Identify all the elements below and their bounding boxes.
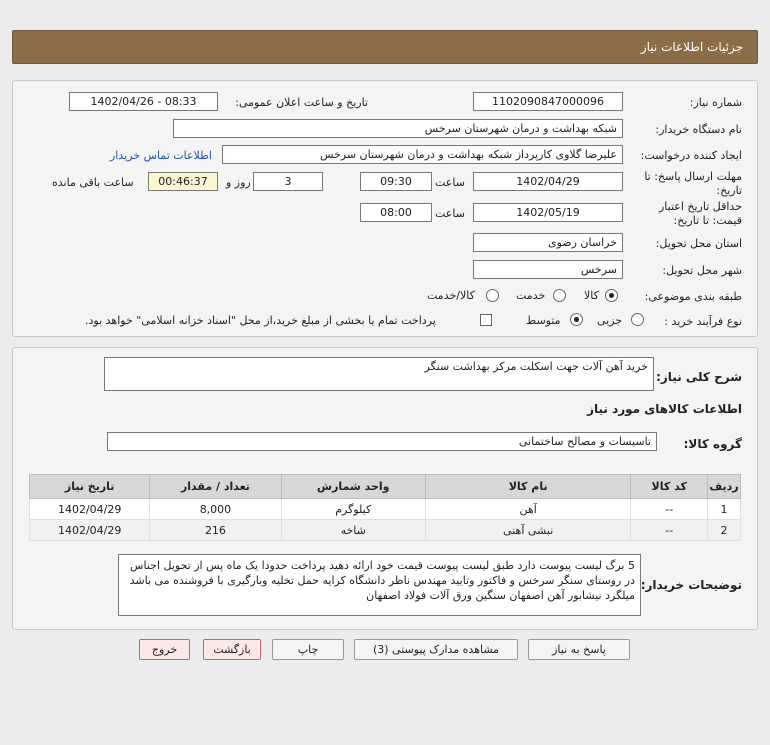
cell-code: -- <box>631 520 708 541</box>
buyer-notes-field[interactable]: 5 برگ لیست پیوست دارد طبق لیست پیوست قیمت خود ارائه دهید پرداخت حدودا یک ماه پس از تحویل اجناس در روستای سنگر سرخس و فاکتور وتایید مهندس ناظر دانشگاه کرایه حمل تخلیه وبارگیری با فروشنده می باشد میلگرد نیشابور آهن اصفهان سنگین ورق آلات فولاد اصفهان <box>118 554 641 616</box>
cell-code: -- <box>631 499 708 520</box>
validity-time-field[interactable]: 08:00 <box>360 203 432 222</box>
table-row[interactable] <box>30 520 741 541</box>
cell-qty: 216 <box>150 520 281 541</box>
cell-unit: کیلوگرم <box>281 499 425 520</box>
col-date: تاریخ نیاز <box>30 475 150 499</box>
goods-group-field[interactable]: تاسیسات و مصالح ساختمانی <box>107 432 657 451</box>
goods-table <box>29 474 741 541</box>
remaining-time-label: ساعت باقی مانده <box>52 176 134 189</box>
buyer-contact-link[interactable]: اطلاعات تماس خریدار <box>110 149 212 162</box>
table-row[interactable] <box>30 499 741 520</box>
col-qty: تعداد / مقدار <box>150 475 281 499</box>
page-header <box>12 30 758 64</box>
summary-field[interactable]: خرید آهن آلات جهت اسکلت مرکز بهداشت سنگر <box>104 357 654 391</box>
goods-table-wrap <box>29 474 741 541</box>
buyer-org-label: نام دستگاه خریدار: <box>655 123 742 136</box>
col-row: ردیف <box>707 475 740 499</box>
category-radio-goods[interactable] <box>605 289 618 302</box>
process-radio-minor[interactable] <box>631 313 644 326</box>
category-radio-service[interactable] <box>553 289 566 302</box>
cell-name: نبشی آهنی <box>425 520 631 541</box>
process-radio-medium[interactable] <box>570 313 583 326</box>
province-label: استان محل تحویل: <box>655 237 742 250</box>
days-label: روز و <box>226 176 251 189</box>
reply-button[interactable]: پاسخ به نیاز <box>528 639 630 660</box>
city-label: شهر محل تحویل: <box>662 264 742 277</box>
col-unit: واحد شمارش <box>281 475 425 499</box>
process-option-medium: متوسط <box>526 314 561 327</box>
cell-unit: شاخه <box>281 520 425 541</box>
reply-days-field[interactable]: 3 <box>253 172 323 191</box>
print-button[interactable]: چاپ <box>272 639 344 660</box>
process-option-minor: جزیی <box>597 314 623 327</box>
price-validity-label-text: حداقل تاریخ اعتبار قیمت: تا تاریخ: <box>658 200 742 227</box>
category-label: طبقه بندی موضوعی: <box>644 290 742 303</box>
reply-time-label: ساعت <box>435 176 465 189</box>
reply-deadline-label <box>632 170 742 198</box>
back-button[interactable]: بازگشت <box>203 639 261 660</box>
buyer-notes-label: توضیحات خریدار: <box>640 578 742 592</box>
treasury-note: پرداخت تمام یا بخشی از مبلغ خرید،از محل "اسناد خزانه اسلامی" خواهد بود. <box>85 314 436 327</box>
cell-row: 1 <box>707 499 740 520</box>
summary-label: شرح کلی نیاز: <box>656 370 742 384</box>
cell-row: 2 <box>707 520 740 541</box>
requester-field[interactable]: علیرضا گلاوی کارپرداز شبکه بهداشت و درمان شهرستان سرخس <box>222 145 623 164</box>
city-field[interactable]: سرخس <box>473 260 623 279</box>
cell-date: 1402/04/29 <box>30 499 150 520</box>
province-field[interactable]: خراسان رضوی <box>473 233 623 252</box>
reply-deadline-label-text: مهلت ارسال پاسخ: تا تاریخ: <box>644 170 742 197</box>
reply-time-field[interactable]: 09:30 <box>360 172 432 191</box>
need-number-label: شماره نیاز: <box>689 96 742 109</box>
process-label: نوع فرآیند خرید : <box>664 315 742 328</box>
price-validity-label <box>632 200 742 228</box>
reply-date-field[interactable]: 1402/04/29 <box>473 172 623 191</box>
remaining-time-field: 00:46:37 <box>148 172 218 191</box>
page-title: جزئیات اطلاعات نیاز <box>640 40 743 54</box>
category-option-goods: کالا <box>584 289 599 302</box>
cell-date: 1402/04/29 <box>30 520 150 541</box>
buyer-org-field[interactable]: شبکه بهداشت و درمان شهرستان سرخس <box>173 119 623 138</box>
category-radio-both[interactable] <box>486 289 499 302</box>
validity-date-field[interactable]: 1402/05/19 <box>473 203 623 222</box>
cell-name: آهن <box>425 499 631 520</box>
validity-time-label: ساعت <box>435 207 465 220</box>
col-name: نام کالا <box>425 475 631 499</box>
goods-group-label: گروه کالا: <box>683 437 742 451</box>
need-number-field[interactable]: 1102090847000096 <box>473 92 623 111</box>
attachments-button[interactable]: مشاهده مدارک پیوستی (3) <box>354 639 518 660</box>
category-option-service: خدمت <box>516 289 546 302</box>
goods-table-header <box>30 475 741 499</box>
requester-label: ایجاد کننده درخواست: <box>640 149 742 162</box>
announce-datetime-field[interactable]: 1402/04/26 - 08:33 <box>69 92 218 111</box>
goods-section-title: اطلاعات کالاهای مورد نیاز <box>587 402 742 416</box>
treasury-checkbox[interactable] <box>480 314 492 326</box>
category-option-both: کالا/خدمت <box>427 289 475 302</box>
announce-datetime-label: تاریخ و ساعت اعلان عمومی: <box>235 96 368 109</box>
cell-qty: 8,000 <box>150 499 281 520</box>
exit-button[interactable]: خروج <box>139 639 190 660</box>
col-code: کد کالا <box>631 475 708 499</box>
